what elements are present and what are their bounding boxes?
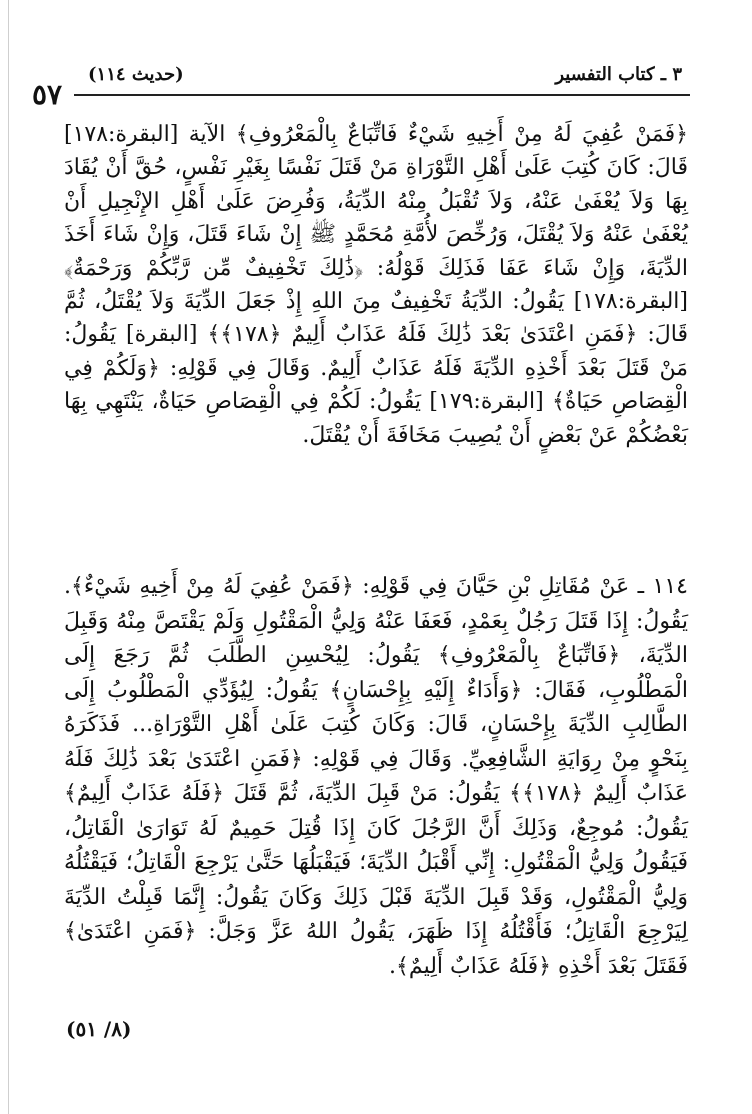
paragraph-text: ١١٤ ـ عَنْ مُقَاتِلِ بْنِ حَيَّانَ فِي قَوْلِهِ: ﴿فَمَنْ عُفِيَ لَهُ مِنْ أَخِيهِ شَيْءٌ﴾. يَقُولُ: إِذَا قَتَلَ رَجُلٌ بِعَمْدٍ، فَعَفَا عَنْهُ وَلِيُّ الْمَقْتُولِ وَلَمْ يَقْتَصَّ مِنْهُ وَقَبِلَ الدِّيَةَ، ﴿فَاتِّبَاعٌ بِالْمَعْرُوفِ﴾ يَقُولُ: لِيُحْسِنِ الطَّلَبَ ثُمَّ رَجَعَ إِلَى الْمَطْلُوبِ، فَقَالَ: ﴿وَأَدَاءٌ إِلَيْهِ بِإِحْسَانٍ﴾ يَقُولُ: لِيُؤَدِّي الْمَطْلُوبُ إِلَى الطَّالِبِ الدِّيَةَ بِإِحْسَانٍ، قَالَ: وَكَانَ كُتِبَ عَلَىٰ أَهْلِ التَّوْرَاةِ... فَذَكَرَهُ بِنَحْوٍ مِنْ رِوَايَةِ الشَّافِعِيِّ. وَقَالَ فِي قَوْلِهِ: ﴿فَمَنِ اعْتَدَىٰ بَعْدَ ذَٰلِكَ فَلَهُ عَذَابٌ أَلِيمٌ ﴿١٧٨﴾﴾ يَقُولُ: مَنْ قَبِلَ الدِّيَةَ، ثُمَّ قَتَلَ ﴿فَلَهُ عَذَابٌ أَلِيمٌ﴾ يَقُولُ: مُوجِعٌ، وَذَلِكَ أَنَّ الرَّجُلَ كَانَ إِذَا قُتِلَ حَمِيمٌ لَهُ تَوَارَىٰ الْقَاتِلُ، فَيَقُولُ وَلِيُّ الْمَقْتُولِ: إِنِّي أَقْبَلُ الدِّيَةَ؛ فَيَقْبَلُهَا حَتَّىٰ يَرْجِعَ الْقَاتِلُ؛ فَيَقْتُلُهُ وَلِيُّ الْمَقْتُولِ، وَقَدْ قَبِلَ الدِّيَةَ قَبْلَ ذَلِكَ وَكَانَ يَقُولُ: إِنَّمَا قَبِلْتُ الدِّيَةَ لِيَرْجِعَ الْقَاتِلُ؛ فَأَقْتُلُهُ إِذَا ظَهَرَ، يَقُولُ اللهُ عَزَّ وَجَلَّ: ﴿فَمَنِ اعْتَدَىٰ﴾ فَقَتَلَ بَعْدَ أَخْذِهِ ﴿فَلَهُ عَذَابٌ أَلِيمٌ﴾. bbox=[64, 574, 688, 979]
paragraph-text: ﴿فَمَنْ عُفِيَ لَهُ مِنْ أَخِيهِ شَيْءٌ فَاتِّبَاعٌ بِالْمَعْرُوفِ﴾ الآية [البقرة:١٧٨] قَالَ: كَانَ كُتِبَ عَلَىٰ أَهْلِ التَّوْرَاةِ مَنْ قَتَلَ نَفْسًا بِغَيْرِ نَفْسٍ، حُقَّ أَنْ يُقَادَ بِهَا وَلاَ يُعْفَىٰ عَنْهُ، وَلاَ تُقْبَلُ مِنْهُ الدِّيَةُ، وَفُرِضَ عَلَىٰ أَهْلِ الإِنْجِيلِ أَنْ يُعْفَىٰ عَنْهُ وَلاَ يُقْتَلَ، وَرُخِّصَ لأُمَّةِ مُحَمَّدٍ ﷺ إِنْ شَاءَ قَتَلَ، وَإِنْ شَاءَ أَخَذَ الدِّيَةَ، وَإِنْ شَاءَ عَفَا فَذَلِكَ قَوْلُهُ: ﴿ذَٰلِكَ تَخْفِيفٌ مِّن رَّبِّكُمْ وَرَحْمَةٌ﴾ [البقرة:١٧٨] يَقُولُ: الدِّيَةُ تَخْفِيفٌ مِنَ اللهِ إِذْ جَعَلَ الدِّيَةَ وَلاَ يُقْتَلُ، ثُمَّ قَالَ: ﴿فَمَنِ اعْتَدَىٰ بَعْدَ ذَٰلِكَ فَلَهُ عَذَابٌ أَلِيمٌ ﴿١٧٨﴾﴾ [البقرة] يَقُولُ: مَنْ قَتَلَ بَعْدَ أَخْذِهِ الدِّيَةَ فَلَهُ عَذَابٌ أَلِيمٌ. وَقَالَ فِي قَوْلِهِ: ﴿وَلَكُمْ فِي الْقِصَاصِ حَيَاةٌ﴾ [البقرة:١٧٩] يَقُولُ: لَكُمْ فِي الْقِصَاصِ حَيَاةٌ، يَنْتَهِي بِهَا بَعْضُكُمْ عَنْ بَعْضٍ أَنْ يُصِيبَ مَخَافَةَ أَنْ يُقْتَلَ. bbox=[64, 122, 688, 448]
running-header bbox=[88, 64, 682, 85]
hadith-paragraph bbox=[64, 570, 688, 984]
page-number: ٥٧ bbox=[32, 78, 63, 111]
header-rule bbox=[74, 94, 690, 96]
volume-page-reference: (٨/ ٥١) bbox=[66, 1017, 132, 1041]
commentary-paragraph bbox=[64, 118, 688, 452]
book-title: ٣ ـ كتاب التفسير bbox=[555, 64, 682, 85]
scan-edge-line bbox=[8, 0, 9, 1114]
hadith-marker: (حديث ١١٤) bbox=[88, 64, 184, 85]
